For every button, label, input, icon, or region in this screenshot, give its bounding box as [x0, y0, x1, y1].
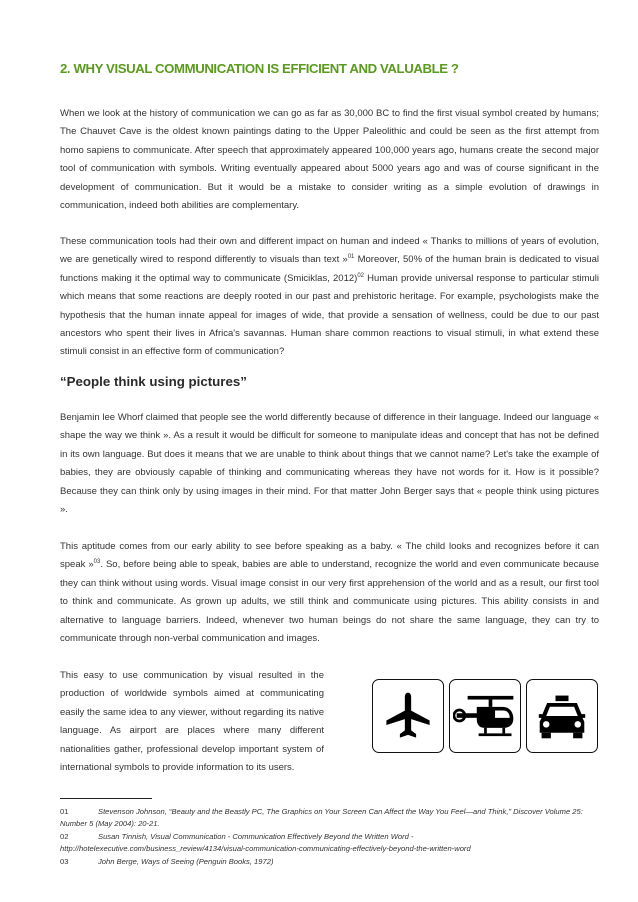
paragraph-aptitude-part-1: This aptitude comes from our early ability to see before speaking as a baby. « The child looks and recognizes before it can speak »	[60, 541, 599, 571]
footnote-ref-03: 03	[93, 559, 101, 566]
airplane-pictogram	[372, 679, 444, 753]
helicopter-icon	[453, 690, 517, 742]
helicopter-pictogram	[449, 679, 521, 753]
footnote-number: 01	[60, 807, 69, 816]
paragraph-aptitude	[60, 538, 599, 648]
paragraph-whorf: Benjamin lee Whorf claimed that people see the world differently because of difference in their language. Indeed our language « shape the way we think ». As a result it would be difficult for someone to manipulate ideas and concept that has not be defined in its own language. But does it means that we are unable to think about things that we cannot name? Let's take the example of babies, they are obviously capable of thinking and communicating whereas they have not words for it. How is it possible? Because they can think only by using images in their mind. For that matter John Berger says that « people think using pictures ».	[60, 412, 599, 516]
paragraph-aptitude-part-2: . So, before being able to speak, babies are able to understand, recognize the world and even communicate because they can think without using words. Visual image consist in our very first apprehension of the world and as a result, our first tool to think and communicate. As grown up adults, we still think and communicate using pictures. This ability consists in and alternative to language barriers. Indeed, whenever two human beings do not share the same language, they can try to communicate through non-verbal communication and images.	[60, 559, 599, 645]
footnote-03	[60, 856, 600, 868]
footnote-text: Susan Tinnish, Visual Communication - Communication Effectively Beyond the Written Word - http://hotelexecutive.com/business_review/4134/visual-communication-communicating-effectively-beyond-the-written-word	[60, 832, 471, 853]
footnote-ref-02: 02	[357, 272, 364, 279]
footnote-divider	[60, 798, 152, 799]
subheading-people-think: “People think using pictures”	[60, 374, 247, 389]
footnote-text: John Berge, Ways of Seeing (Penguin Books, 1972)	[98, 857, 274, 866]
pictogram-group	[372, 679, 602, 757]
footnote-number: 02	[60, 832, 69, 841]
paragraph-impact-part-3: Human provide universal response to particular stimuli which means that some reactions are deeply rooted in our past and prehistoric heritage. For example, psychologists make the hypothesis that the human innate appeal for images of wide, that provide a sensation of wellness, could be due to our past ancestors who spent their lives in Africa's savannas. Human share common reactions to visual stimuli, in what extend these stimuli consist in an effective form of communication?	[60, 272, 599, 358]
footnote-number: 03	[60, 857, 69, 866]
footnote-02	[60, 831, 600, 855]
paragraph-impact-part-2: Moreover, 50% of the human brain is dedicated to visual functions making it the optimal way to communicate (Smiciklas, 2012)	[60, 254, 599, 284]
paragraph-symbols: This easy to use communication by visual resulted in the production of worldwide symbols aimed at communicating easily the same idea to any viewer, without regarding its native language. As airport are places where many different nationalities gather, professional develop important system of international symbols to provide information to its users.	[60, 670, 324, 774]
airplane-icon	[381, 689, 435, 743]
footnote-01	[60, 806, 600, 830]
taxi-icon	[534, 690, 590, 742]
section-heading: 2. WHY VISUAL COMMUNICATION IS EFFICIENT AND VALUABLE ?	[60, 61, 459, 76]
paragraph-impact-part-1: These communication tools had their own and different impact on human and indeed « Thanks to millions of years of evolution, we are genetically wired to respond differently to visuals than text »	[60, 236, 599, 266]
paragraph-history: When we look at the history of communication we can go as far as 30,000 BC to find the first visual symbol created by humans; The Chauvet Cave is the oldest known paintings dating to the Upper Paleolithic and could be seen as the first attempt from homo sapiens to communicate. After speech that approximately appeared 100,000 years ago, humans create the second major tool of communication with symbols. Writing eventually appeared about 5000 years ago and was of course significant in the development of communication. But it would be a mistake to consider writing as a simple evolution of drawings in communication, indeed both abilities are complementary.	[60, 108, 599, 212]
taxi-pictogram	[526, 679, 598, 753]
footnote-ref-01: 01	[347, 254, 355, 261]
paragraph-impact	[60, 233, 599, 362]
footnote-text: Stevenson Johnson, “Beauty and the Beastly PC, The Graphics on Your Screen Can Affect the Way You Feel—and Think,” Discover Volume 25: Number 5 (May 2004): 20-21.	[60, 807, 583, 828]
